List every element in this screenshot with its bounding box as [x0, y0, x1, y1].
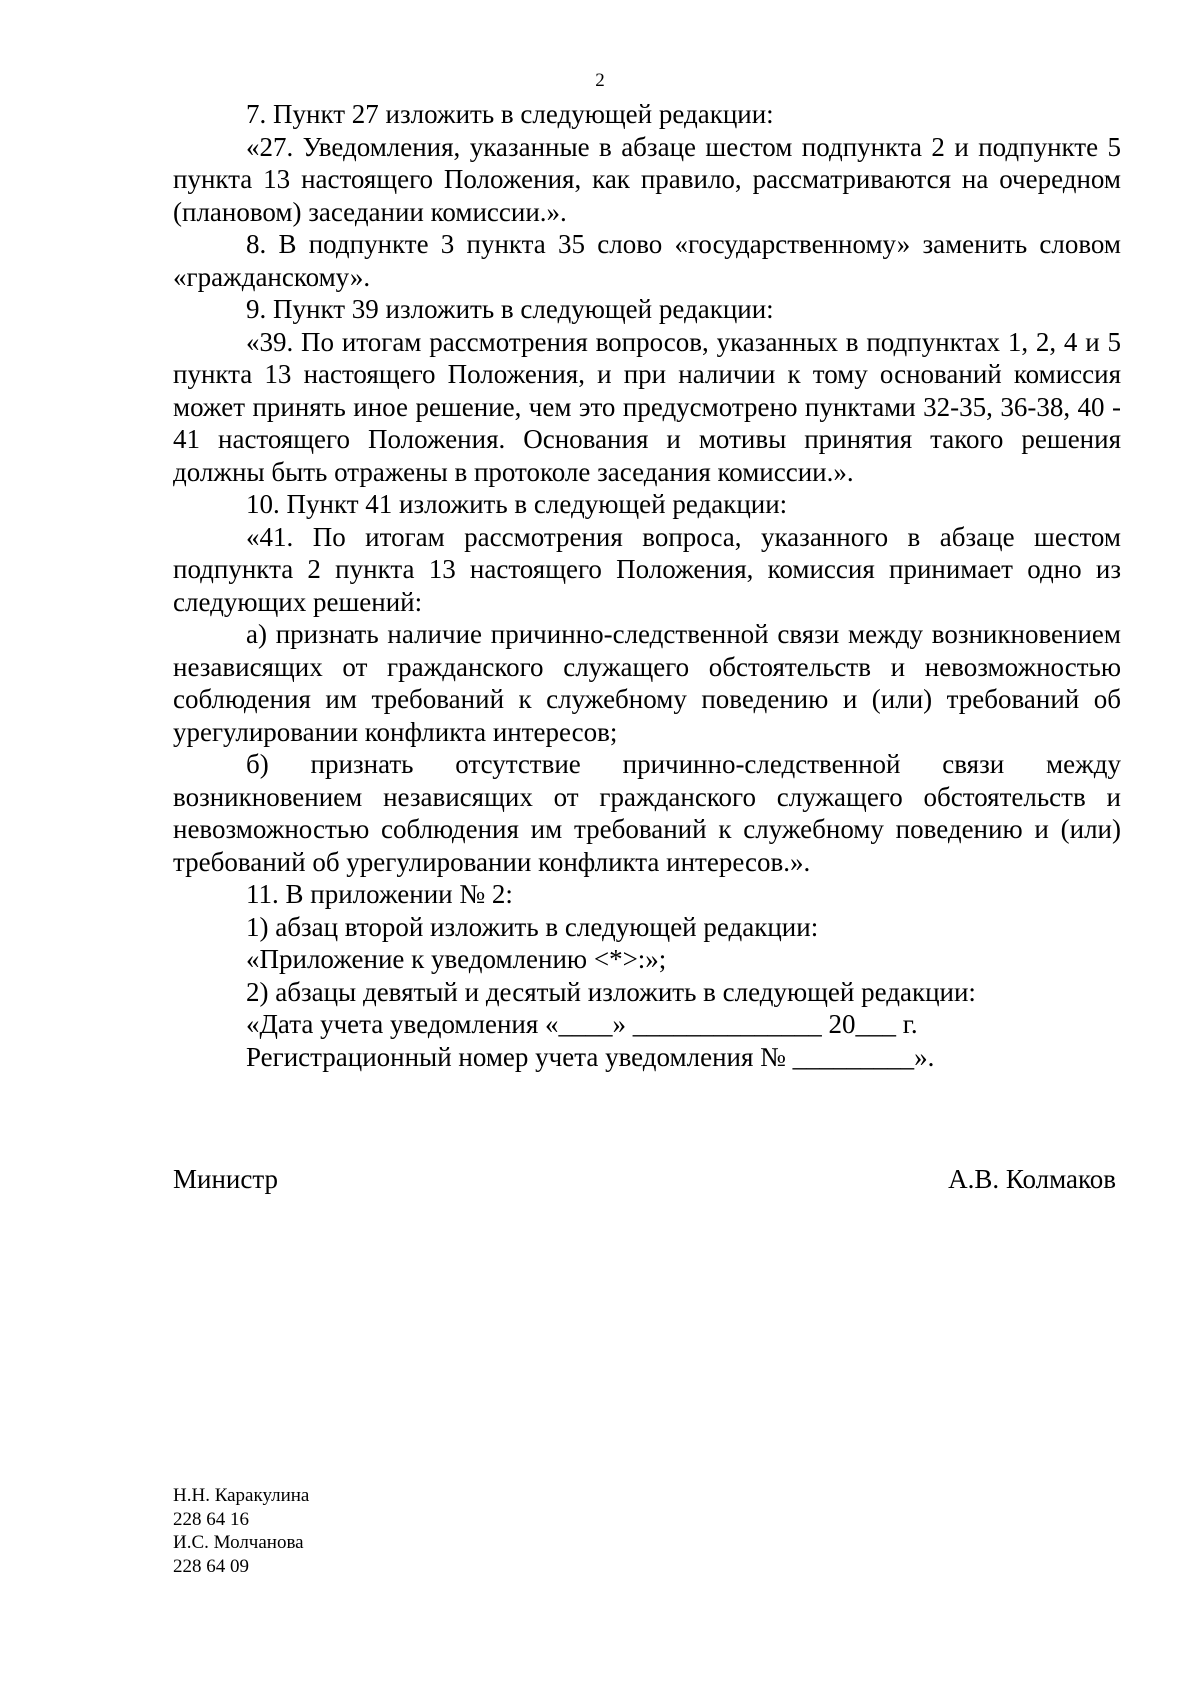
- paragraph-quote-appendix: «Приложение к уведомлению <*>:»;: [246, 944, 667, 974]
- date-day-blank: ____: [558, 1009, 613, 1039]
- registration-number-blank: _________: [792, 1041, 915, 1072]
- paragraph-subitem-a: а) признать наличие причинно-следственной связи между возникновением независящих от гражданского служащего обстоятельств и невозможностью соблюдения им требований к служебному поведению и (или) требований об урегулировании конфликта интересов;: [173, 619, 1121, 747]
- date-line-mid: »: [612, 1009, 633, 1039]
- registration-line: [173, 1041, 1121, 1074]
- date-year-prefix: 20: [821, 1009, 856, 1039]
- signature-name: А.В. Колмаков: [948, 1164, 1116, 1194]
- document-body: [173, 98, 1121, 1073]
- registration-suffix: ».: [914, 1041, 935, 1072]
- paragraph-quote-41: «41. По итогам рассмотрения вопроса, указанного в абзаце шестом подпункта 2 пункта 13 настоящего Положения, комиссия принимает одно из следующих решений:: [173, 521, 1121, 617]
- contacts-block: [173, 1484, 309, 1578]
- contact-name-1: Н.Н. Каракулина: [173, 1485, 310, 1506]
- paragraph-quote-39: «39. По итогам рассмотрения вопросов, указанных в подпунктах 1, 2, 4 и 5 пункта 13 настоящего Положения, и при наличии к тому оснований комиссия может принять иное решение, чем это предусмотрено пунктами 32-35, 36-38, 40 - 41 настоящего Положения. Основания и мотивы принятия такого решения должны быть отражены в протоколе заседания комиссии.».: [173, 326, 1121, 487]
- registration-prefix: Регистрационный номер учета уведомления №: [246, 1041, 793, 1072]
- paragraph-quote-27: «27. Уведомления, указанные в абзаце шестом подпункта 2 и подпункте 5 пункта 13 настоящего Положения, как правило, рассматриваются на очередном (плановом) заседании комиссии.».: [173, 131, 1121, 227]
- paragraph-item-8: 8. В подпункте 3 пункта 35 слово «государственному» заменить словом «гражданскому».: [173, 229, 1121, 292]
- contact-name-2: И.С. Молчанова: [173, 1532, 304, 1553]
- signature-title: Министр: [173, 1164, 278, 1194]
- date-line-prefix: «Дата учета уведомления «: [246, 1009, 559, 1039]
- contact-phone-1: 228 64 16: [173, 1508, 249, 1530]
- paragraph-item-9: 9. Пункт 39 изложить в следующей редакции:: [246, 294, 774, 324]
- date-line-suffix: г.: [896, 1009, 918, 1039]
- paragraph-item-7: 7. Пункт 27 изложить в следующей редакции:: [246, 99, 774, 129]
- paragraph-item-11: 11. В приложении № 2:: [246, 879, 513, 909]
- page-number: 2: [595, 70, 605, 91]
- date-month-blank: ______________: [632, 1009, 822, 1039]
- paragraph-subitem-2: 2) абзацы девятый и десятый изложить в следующей редакции:: [246, 976, 976, 1007]
- date-year-blank: ___: [855, 1009, 897, 1039]
- paragraph-item-10: 10. Пункт 41 изложить в следующей редакции:: [246, 489, 788, 519]
- paragraph-subitem-1: 1) абзац второй изложить в следующей редакции:: [246, 911, 819, 942]
- contact-phone-2: 228 64 09: [173, 1555, 249, 1577]
- paragraph-subitem-b: б) признать отсутствие причинно-следственной связи между возникновением независящих от гражданского служащего обстоятельств и невозможностью соблюдения им требований к служебному поведению и (или) требований об урегулировании конфликта интересов.».: [173, 749, 1121, 877]
- date-line: [173, 1008, 1121, 1041]
